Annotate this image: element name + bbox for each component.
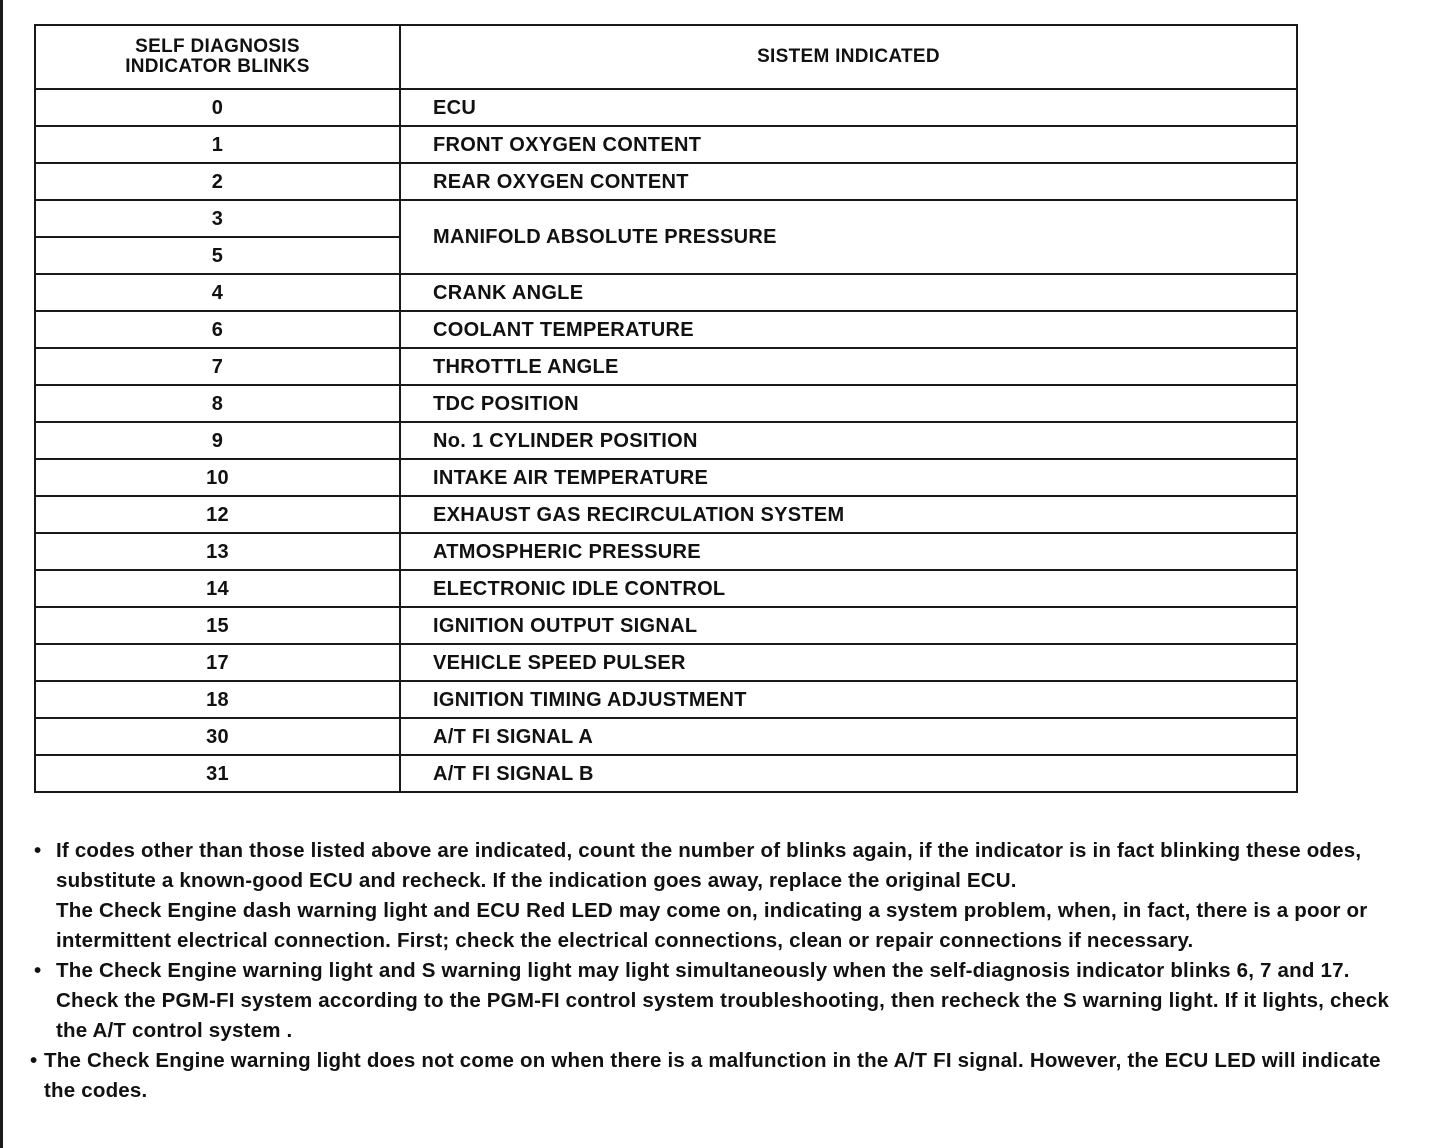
table-row xyxy=(35,126,1297,163)
row-code: 9 xyxy=(35,422,400,459)
notes-section xyxy=(30,836,1410,1106)
row-code: 4 xyxy=(35,274,400,311)
table-row xyxy=(35,533,1297,570)
diagnosis-code-table xyxy=(34,24,1298,793)
row-code: 3 xyxy=(35,200,400,237)
row-code: 0 xyxy=(35,89,400,126)
note-2 xyxy=(30,956,1410,1046)
row-code: 17 xyxy=(35,644,400,681)
table-row xyxy=(35,422,1297,459)
row-system: FRONT OXYGEN CONTENT xyxy=(400,126,1297,163)
row-system: MANIFOLD ABSOLUTE PRESSURE xyxy=(400,200,1297,274)
table-row xyxy=(35,200,1297,237)
row-system: TDC POSITION xyxy=(400,385,1297,422)
row-system: ECU xyxy=(400,89,1297,126)
code-header-line2: INDICATOR BLINKS xyxy=(125,56,310,77)
table-row xyxy=(35,274,1297,311)
row-system: A/T FI SIGNAL B xyxy=(400,755,1297,792)
bullet-icon: • xyxy=(30,1049,38,1072)
note-3 xyxy=(30,1046,1410,1106)
row-system: IGNITION OUTPUT SIGNAL xyxy=(400,607,1297,644)
row-code: 8 xyxy=(35,385,400,422)
note-1-paragraph-1: If codes other than those listed above are indicated, count the number of blinks again, if the indicator is in fact blinking these odes, substitute a known-good ECU and recheck. If the indication goes away, replace the original ECU. xyxy=(56,839,1362,892)
table-header-row xyxy=(35,25,1297,89)
row-system: CRANK ANGLE xyxy=(400,274,1297,311)
code-header-line1: SELF DIAGNOSIS xyxy=(135,36,300,57)
bullet-icon: • xyxy=(34,839,42,862)
row-code: 2 xyxy=(35,163,400,200)
table-row xyxy=(35,644,1297,681)
table-row xyxy=(35,681,1297,718)
bullet-icon: • xyxy=(34,959,42,982)
row-code: 18 xyxy=(35,681,400,718)
table-row xyxy=(35,718,1297,755)
table-row xyxy=(35,607,1297,644)
row-code: 10 xyxy=(35,459,400,496)
row-system: EXHAUST GAS RECIRCULATION SYSTEM xyxy=(400,496,1297,533)
row-system: INTAKE AIR TEMPERATURE xyxy=(400,459,1297,496)
row-system: ATMOSPHERIC PRESSURE xyxy=(400,533,1297,570)
table-row xyxy=(35,755,1297,792)
table-row xyxy=(35,311,1297,348)
row-system: VEHICLE SPEED PULSER xyxy=(400,644,1297,681)
row-code: 13 xyxy=(35,533,400,570)
row-code: 1 xyxy=(35,126,400,163)
note-3-paragraph: The Check Engine warning light does not come on when there is a malfunction in the A/T FI signal. However, the ECU LED will indicate the codes. xyxy=(44,1049,1381,1102)
row-system: IGNITION TIMING ADJUSTMENT xyxy=(400,681,1297,718)
row-code: 6 xyxy=(35,311,400,348)
table-row xyxy=(35,163,1297,200)
system-column-header: SISTEM INDICATED xyxy=(400,25,1297,89)
table-row xyxy=(35,385,1297,422)
left-margin-rule xyxy=(0,0,3,1148)
row-system: REAR OXYGEN CONTENT xyxy=(400,163,1297,200)
row-code: 30 xyxy=(35,718,400,755)
row-code: 12 xyxy=(35,496,400,533)
row-system: No. 1 CYLINDER POSITION xyxy=(400,422,1297,459)
row-code: 31 xyxy=(35,755,400,792)
table-row xyxy=(35,496,1297,533)
row-system: A/T FI SIGNAL A xyxy=(400,718,1297,755)
table-row xyxy=(35,459,1297,496)
row-code: 5 xyxy=(35,237,400,274)
row-system: COOLANT TEMPERATURE xyxy=(400,311,1297,348)
note-2-paragraph: The Check Engine warning light and S warning light may light simultaneously when the self-diagnosis indicator blinks 6, 7 and 17. Check the PGM-FI system according to the PGM-FI control system troubleshooting, then recheck the S warning light. If it lights, check the A/T control system . xyxy=(56,959,1390,1042)
row-code: 7 xyxy=(35,348,400,385)
row-system: ELECTRONIC IDLE CONTROL xyxy=(400,570,1297,607)
table-row xyxy=(35,89,1297,126)
row-system: THROTTLE ANGLE xyxy=(400,348,1297,385)
note-1-paragraph-2: The Check Engine dash warning light and ECU Red LED may come on, indicating a system problem, when, in fact, there is a poor or intermittent electrical connection. First; check the electrical connections, clean or repair connections if necessary. xyxy=(56,899,1368,952)
table-row xyxy=(35,570,1297,607)
row-code: 15 xyxy=(35,607,400,644)
code-column-header xyxy=(35,25,400,89)
note-1 xyxy=(30,836,1410,956)
row-code: 14 xyxy=(35,570,400,607)
table-row xyxy=(35,348,1297,385)
